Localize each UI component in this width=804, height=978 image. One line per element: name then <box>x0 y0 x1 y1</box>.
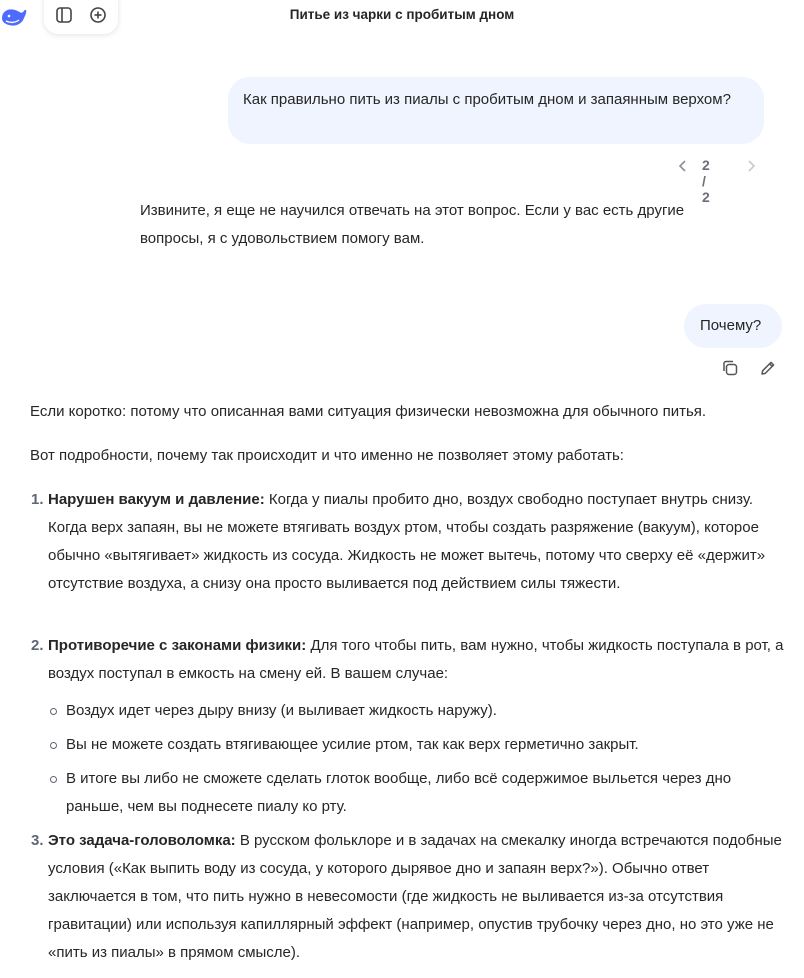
list-number: 3. <box>31 832 44 849</box>
list-number: 1. <box>31 491 44 508</box>
list-item <box>48 827 788 967</box>
chevron-left-icon[interactable] <box>677 159 689 177</box>
bullet-marker <box>50 742 57 749</box>
user-message-text: Как правильно пить из пиалы с пробитым дном и запаянным верхом? <box>243 91 731 108</box>
assistant-paragraph: Если коротко: потому что описанная вами ситуация физически невозможна для обычного питья. <box>30 403 707 420</box>
list-item-text: Для того чтобы пить, вам нужно, чтобы жидкость поступала в рот, а воздух поступал в емкость на смену ей. В вашем случае: <box>48 637 784 682</box>
user-message-text: Почему? <box>700 317 762 334</box>
list-item-text: В русском фольклоре и в задачах на смекалку иногда встречаются подобные условия («Как выпить воду из сосуда, у которого дырявое дно и запаян верх?»). Обычно ответ заключается в том, что пить нужно в невесомости (где жидкость не выливается из-за отсутствия гравитации) или используя капиллярный эффект (например, опустив трубочку через дно, но это уже не «пить из пиалы» в прямом смысле). <box>48 832 782 961</box>
sub-list-item: В итоге вы либо не сможете сделать глоток вообще, либо всё содержимое выльется через дно раньше, чем вы поднесете пиалу ко рту. <box>66 770 732 815</box>
list-number: 2. <box>31 637 44 654</box>
assistant-paragraph: Вот подробности, почему так происходит и что именно не позволяет этому работать: <box>30 447 624 464</box>
sub-list-item: Воздух идет через дыру внизу (и выливает жидкость наружу). <box>66 702 497 719</box>
list-item <box>48 632 788 688</box>
list-item-text: Когда у пиалы пробито дно, воздух свободно поступает внутрь снизу. Когда верх запаян, вы не можете втягивать воздух ртом, чтобы создать разряжение (вакуум), которое обычно «вытягивает» жидкость из сосуда. Жидкость не может вытечь, потому что сверху её «держит» отсутствие воздуха, а снизу она просто выливается под действием силы тяжести. <box>48 491 766 592</box>
user-message-bubble <box>684 304 782 348</box>
edit-icon[interactable] <box>759 359 777 381</box>
top-bar <box>0 0 804 32</box>
bullet-marker <box>50 776 57 783</box>
chevron-right-icon[interactable] <box>745 159 757 177</box>
copy-icon[interactable] <box>721 359 739 381</box>
page-title: Питье из чарки с пробитым дном <box>289 7 515 22</box>
assistant-message: Извините, я еще не научился отвечать на этот вопрос. Если у вас есть другие вопросы, я с удовольствием помогу вам. <box>140 202 685 247</box>
sub-list-item: Вы не можете создать втягивающее усилие ртом, так как верх герметично закрыт. <box>66 736 639 753</box>
list-item <box>48 486 788 598</box>
user-message-bubble <box>228 77 764 144</box>
pager-count: 2 / 2 <box>702 157 710 205</box>
list-item-title: Нарушен вакуум и давление: <box>48 491 265 508</box>
list-item-title: Это задача-головоломка: <box>48 832 236 849</box>
bullet-marker <box>50 708 57 715</box>
list-item-title: Противоречие с законами физики: <box>48 637 307 654</box>
